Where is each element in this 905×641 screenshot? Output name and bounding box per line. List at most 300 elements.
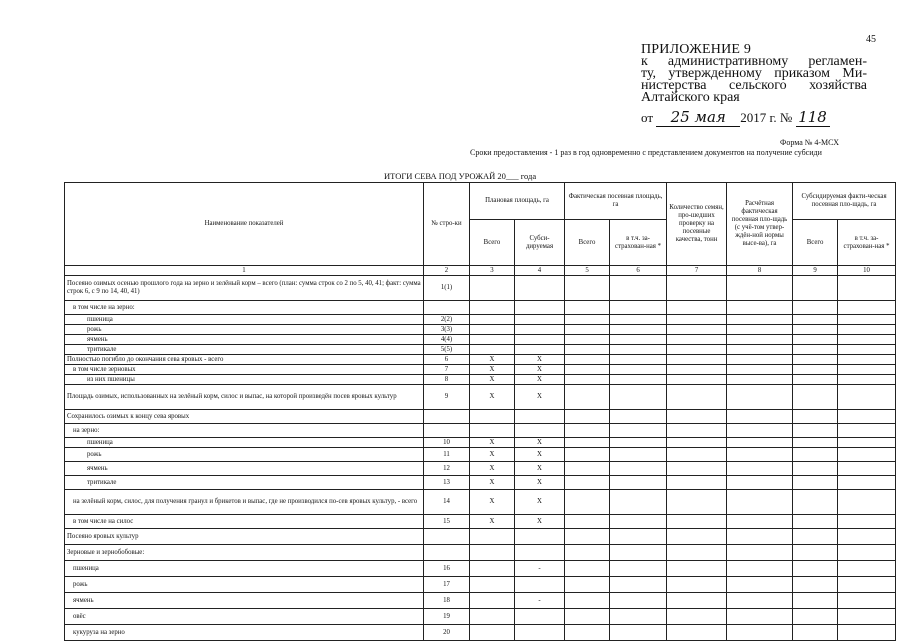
- row-label: ячмень: [65, 462, 424, 476]
- row-number: 12: [424, 462, 470, 476]
- cell-empty: [667, 315, 727, 325]
- cell-empty: [667, 325, 727, 335]
- cell-empty: [565, 529, 610, 545]
- row-label: ячмень: [65, 335, 424, 345]
- row-number: 4(4): [424, 335, 470, 345]
- date-prefix: от: [641, 110, 654, 125]
- cell-planned-subsidized: X: [515, 355, 565, 365]
- cell-planned-total: [470, 315, 515, 325]
- cell-empty: [727, 609, 793, 625]
- col-number: 7: [667, 266, 727, 276]
- cell-empty: [727, 561, 793, 577]
- cell-empty: [838, 375, 896, 385]
- cell-empty: [793, 345, 838, 355]
- cell-empty: [838, 462, 896, 476]
- cell-empty: [610, 529, 667, 545]
- cell-empty: [610, 325, 667, 335]
- cell-empty: [610, 577, 667, 593]
- cell-empty: [565, 609, 610, 625]
- cell-empty: [727, 490, 793, 515]
- cell-empty: [565, 385, 610, 410]
- cell-planned-total: X: [470, 438, 515, 448]
- row-label: Сохранилось озимых к концу сева яровых: [65, 410, 424, 424]
- cell-empty: [565, 448, 610, 462]
- handwritten-date: 25 мая: [656, 108, 740, 127]
- cell-empty: [667, 545, 727, 561]
- col-number: 2: [424, 266, 470, 276]
- row-label: овёс: [65, 609, 424, 625]
- table-row: [65, 476, 896, 490]
- col-number: 8: [727, 266, 793, 276]
- row-number: 5(5): [424, 345, 470, 355]
- cell-planned-total: [470, 335, 515, 345]
- cell-empty: [610, 545, 667, 561]
- cell-empty: [727, 410, 793, 424]
- cell-planned-subsidized: -: [515, 593, 565, 609]
- col-number: 3: [470, 266, 515, 276]
- cell-empty: [565, 276, 610, 301]
- table-row: [65, 545, 896, 561]
- cell-empty: [793, 545, 838, 561]
- row-label: Посеяно озимых осенью прошлого года на зерно и зелёный корм – всего (план: сумма строк со 2 по 5, 40, 41; факт: сумма строк 6, с 9 по 14, 40, 41): [65, 276, 424, 301]
- cell-empty: [610, 424, 667, 438]
- cell-empty: [565, 476, 610, 490]
- cell-planned-total: X: [470, 365, 515, 375]
- cell-empty: [667, 490, 727, 515]
- cell-empty: [793, 438, 838, 448]
- table-row: [65, 625, 896, 641]
- cell-empty: [838, 545, 896, 561]
- cell-empty: [838, 315, 896, 325]
- cell-empty: [793, 462, 838, 476]
- cell-empty: [793, 315, 838, 325]
- header-seeds: Количество семян, про-шедших проверку на посевные качества, тонн: [667, 183, 727, 266]
- cell-empty: [667, 301, 727, 315]
- cell-planned-total: [470, 545, 515, 561]
- cell-empty: [565, 365, 610, 375]
- row-label: рожь: [65, 325, 424, 335]
- table-row: [65, 515, 896, 529]
- cell-planned-total: [470, 609, 515, 625]
- header-subsidized-actual: Субсидируемая факти-ческая посевная пло-щадь, га: [793, 183, 896, 220]
- cell-planned-subsidized: -: [515, 561, 565, 577]
- cell-planned-total: [470, 424, 515, 438]
- cell-empty: [667, 593, 727, 609]
- cell-planned-subsidized: [515, 625, 565, 641]
- appendix-block: [641, 44, 867, 104]
- cell-empty: [793, 385, 838, 410]
- cell-empty: [727, 529, 793, 545]
- cell-empty: [667, 476, 727, 490]
- cell-empty: [838, 490, 896, 515]
- row-label: кукуруза на зерно: [65, 625, 424, 641]
- row-number: 13: [424, 476, 470, 490]
- cell-empty: [838, 345, 896, 355]
- cell-empty: [610, 315, 667, 325]
- cell-empty: [667, 609, 727, 625]
- cell-planned-total: [470, 345, 515, 355]
- cell-empty: [838, 276, 896, 301]
- cell-planned-total: [470, 301, 515, 315]
- cell-empty: [838, 410, 896, 424]
- table-row: [65, 593, 896, 609]
- cell-planned-subsidized: X: [515, 462, 565, 476]
- cell-planned-subsidized: [515, 301, 565, 315]
- table-title: ИТОГИ СЕВА ПОД УРОЖАЙ 20___ года: [384, 171, 537, 181]
- table-row: [65, 490, 896, 515]
- cell-empty: [610, 476, 667, 490]
- cell-empty: [793, 301, 838, 315]
- cell-empty: [667, 577, 727, 593]
- cell-empty: [565, 325, 610, 335]
- cell-empty: [667, 561, 727, 577]
- page-number: 45: [866, 34, 876, 45]
- table-row: [65, 385, 896, 410]
- year-text: 2017 г. №: [740, 110, 793, 125]
- cell-planned-subsidized: X: [515, 490, 565, 515]
- cell-planned-subsidized: [515, 276, 565, 301]
- row-label: пшеница: [65, 561, 424, 577]
- appendix-line: нистерства сельского хозяйства: [641, 78, 867, 93]
- header-subs-insured: в т.ч. за-страхован-ная *: [838, 220, 896, 266]
- cell-planned-subsidized: [515, 325, 565, 335]
- cell-empty: [838, 448, 896, 462]
- cell-empty: [727, 276, 793, 301]
- row-number: 6: [424, 355, 470, 365]
- cell-planned-total: [470, 561, 515, 577]
- cell-empty: [610, 490, 667, 515]
- cell-empty: [610, 561, 667, 577]
- cell-empty: [565, 335, 610, 345]
- row-label: пшеница: [65, 438, 424, 448]
- table-row: [65, 325, 896, 335]
- cell-empty: [838, 301, 896, 315]
- table-row: [65, 410, 896, 424]
- cell-empty: [793, 375, 838, 385]
- col-number: 4: [515, 266, 565, 276]
- cell-planned-subsidized: [515, 345, 565, 355]
- cell-empty: [667, 448, 727, 462]
- row-label: Полностью погибло до окончания сева яровых - всего: [65, 355, 424, 365]
- cell-empty: [667, 438, 727, 448]
- table-row: [65, 561, 896, 577]
- row-number: 19: [424, 609, 470, 625]
- row-number: [424, 301, 470, 315]
- cell-planned-subsidized: [515, 315, 565, 325]
- cell-empty: [838, 476, 896, 490]
- row-number: 15: [424, 515, 470, 529]
- cell-empty: [793, 515, 838, 529]
- table-body: [65, 276, 896, 641]
- cell-planned-total: X: [470, 448, 515, 462]
- cell-empty: [565, 593, 610, 609]
- cell-empty: [838, 424, 896, 438]
- cell-empty: [793, 355, 838, 365]
- table-row: [65, 315, 896, 325]
- row-number: [424, 545, 470, 561]
- row-number: 3(3): [424, 325, 470, 335]
- cell-empty: [667, 529, 727, 545]
- cell-empty: [610, 410, 667, 424]
- cell-empty: [610, 276, 667, 301]
- row-label: в том числе на зерно:: [65, 301, 424, 315]
- row-number: 8: [424, 375, 470, 385]
- cell-planned-subsidized: X: [515, 385, 565, 410]
- cell-empty: [793, 424, 838, 438]
- cell-empty: [793, 276, 838, 301]
- column-number-row: [65, 266, 896, 276]
- cell-empty: [565, 462, 610, 476]
- cell-empty: [565, 301, 610, 315]
- cell-empty: [727, 593, 793, 609]
- cell-empty: [793, 410, 838, 424]
- cell-empty: [610, 355, 667, 365]
- header-actual: Фактическая посевная площадь, га: [565, 183, 667, 220]
- cell-empty: [667, 410, 727, 424]
- cell-empty: [727, 462, 793, 476]
- row-number: 18: [424, 593, 470, 609]
- appendix-line: к административному регламен-: [641, 54, 867, 69]
- row-label: рожь: [65, 577, 424, 593]
- row-label: Посеяно яровых культур: [65, 529, 424, 545]
- cell-planned-total: [470, 410, 515, 424]
- cell-empty: [793, 609, 838, 625]
- cell-empty: [727, 424, 793, 438]
- cell-empty: [793, 448, 838, 462]
- cell-planned-total: X: [470, 476, 515, 490]
- cell-empty: [727, 448, 793, 462]
- cell-planned-subsidized: X: [515, 476, 565, 490]
- cell-empty: [667, 365, 727, 375]
- cell-planned-total: [470, 276, 515, 301]
- table-row: [65, 448, 896, 462]
- table-row: [65, 424, 896, 438]
- cell-planned-subsidized: X: [515, 438, 565, 448]
- row-number: 11: [424, 448, 470, 462]
- cell-empty: [610, 301, 667, 315]
- cell-empty: [793, 529, 838, 545]
- header-subs-total: Всего: [793, 220, 838, 266]
- cell-empty: [667, 625, 727, 641]
- cell-empty: [838, 325, 896, 335]
- cell-empty: [610, 625, 667, 641]
- cell-empty: [565, 490, 610, 515]
- cell-empty: [838, 515, 896, 529]
- row-number: [424, 529, 470, 545]
- cell-empty: [838, 335, 896, 345]
- cell-empty: [667, 515, 727, 529]
- cell-empty: [610, 438, 667, 448]
- cell-empty: [838, 609, 896, 625]
- cell-empty: [565, 545, 610, 561]
- cell-planned-total: [470, 593, 515, 609]
- header-row-no: № стро-ки: [424, 183, 470, 266]
- row-number: 20: [424, 625, 470, 641]
- cell-empty: [838, 365, 896, 375]
- row-label: ячмень: [65, 593, 424, 609]
- cell-empty: [793, 476, 838, 490]
- cell-empty: [727, 301, 793, 315]
- col-number: 10: [838, 266, 896, 276]
- row-label: рожь: [65, 448, 424, 462]
- row-label: пшеница: [65, 315, 424, 325]
- row-number: 7: [424, 365, 470, 375]
- cell-empty: [667, 335, 727, 345]
- header-name: Наименование показателей: [65, 183, 424, 266]
- row-number: 2(2): [424, 315, 470, 325]
- order-date-line: [641, 108, 830, 127]
- cell-empty: [565, 345, 610, 355]
- form-label: Форма № 4-МСХ: [780, 138, 840, 147]
- row-number: 9: [424, 385, 470, 410]
- cell-planned-total: [470, 577, 515, 593]
- appendix-line: Алтайского края: [641, 90, 740, 105]
- row-label: в том числе зерновых: [65, 365, 424, 375]
- cell-empty: [610, 448, 667, 462]
- cell-empty: [793, 561, 838, 577]
- cell-empty: [838, 577, 896, 593]
- cell-empty: [727, 325, 793, 335]
- cell-empty: [838, 625, 896, 641]
- cell-planned-total: X: [470, 385, 515, 410]
- table-row: [65, 609, 896, 625]
- row-label: в том числе на силос: [65, 515, 424, 529]
- header-planned-subsidized: Субси-дируемая: [515, 220, 565, 266]
- cell-empty: [727, 385, 793, 410]
- cell-empty: [793, 490, 838, 515]
- cell-empty: [610, 593, 667, 609]
- cell-empty: [565, 561, 610, 577]
- cell-planned-subsidized: [515, 609, 565, 625]
- cell-empty: [610, 365, 667, 375]
- table-row: [65, 301, 896, 315]
- row-number: [424, 410, 470, 424]
- cell-planned-subsidized: [515, 424, 565, 438]
- table-row: [65, 462, 896, 476]
- cell-empty: [793, 335, 838, 345]
- header-actual-insured: в т.ч. за-страхован-ная *: [610, 220, 667, 266]
- col-number: 9: [793, 266, 838, 276]
- table-row: [65, 276, 896, 301]
- cell-empty: [727, 476, 793, 490]
- cell-empty: [727, 315, 793, 325]
- cell-planned-total: X: [470, 462, 515, 476]
- cell-empty: [565, 355, 610, 365]
- cell-empty: [667, 345, 727, 355]
- cell-planned-subsidized: [515, 410, 565, 424]
- cell-planned-total: [470, 625, 515, 641]
- table-row: [65, 335, 896, 345]
- cell-empty: [727, 375, 793, 385]
- cell-empty: [838, 355, 896, 365]
- cell-empty: [838, 593, 896, 609]
- cell-empty: [565, 375, 610, 385]
- periodicity-text: Сроки предоставления - 1 раз в год одновременно с представлением документов на получение субсиди: [470, 148, 822, 157]
- row-label: Зерновые и зернобобовые:: [65, 545, 424, 561]
- cell-empty: [727, 515, 793, 529]
- table-row: [65, 345, 896, 355]
- cell-empty: [610, 385, 667, 410]
- cell-empty: [667, 276, 727, 301]
- header-planned-total: Всего: [470, 220, 515, 266]
- row-number: 16: [424, 561, 470, 577]
- cell-planned-total: [470, 325, 515, 335]
- cell-empty: [727, 577, 793, 593]
- cell-planned-total: X: [470, 490, 515, 515]
- appendix-title: ПРИЛОЖЕНИЕ 9: [641, 42, 752, 57]
- cell-empty: [565, 515, 610, 529]
- cell-empty: [565, 424, 610, 438]
- cell-empty: [727, 438, 793, 448]
- cell-empty: [667, 424, 727, 438]
- table-row: [65, 355, 896, 365]
- cell-planned-total: X: [470, 375, 515, 385]
- cell-empty: [793, 325, 838, 335]
- cell-planned-subsidized: X: [515, 448, 565, 462]
- cell-planned-subsidized: [515, 529, 565, 545]
- row-label: Площадь озимых, использованных на зелёный корм, силос и выпас, на которой произведён посев яровых культур: [65, 385, 424, 410]
- cell-empty: [838, 529, 896, 545]
- cell-empty: [793, 365, 838, 375]
- cell-planned-total: X: [470, 355, 515, 365]
- cell-empty: [727, 545, 793, 561]
- cell-empty: [727, 365, 793, 375]
- cell-planned-subsidized: [515, 545, 565, 561]
- cell-empty: [727, 355, 793, 365]
- table-row: [65, 365, 896, 375]
- header-actual-total: Всего: [565, 220, 610, 266]
- cell-empty: [610, 462, 667, 476]
- col-number: 5: [565, 266, 610, 276]
- row-number: 17: [424, 577, 470, 593]
- cell-empty: [793, 577, 838, 593]
- row-label: на зерно:: [65, 424, 424, 438]
- cell-planned-subsidized: [515, 335, 565, 345]
- cell-empty: [667, 355, 727, 365]
- cell-empty: [565, 410, 610, 424]
- cell-empty: [838, 561, 896, 577]
- cell-empty: [838, 385, 896, 410]
- cell-empty: [565, 577, 610, 593]
- row-number: 14: [424, 490, 470, 515]
- table-row: [65, 577, 896, 593]
- cell-empty: [727, 335, 793, 345]
- cell-planned-subsidized: X: [515, 365, 565, 375]
- cell-empty: [727, 625, 793, 641]
- row-label: на зелёный корм, силос, для получения гранул и брикетов и выпас, где не производился по-сев яровых культур, - всего: [65, 490, 424, 515]
- cell-planned-subsidized: X: [515, 515, 565, 529]
- header-calc-area: Расчётная фактическая посевная пло-щадь (с учё-том утвер-ждён-ной нормы высе-ва), га: [727, 183, 793, 266]
- cell-planned-total: X: [470, 515, 515, 529]
- cell-planned-total: [470, 529, 515, 545]
- cell-planned-subsidized: [515, 577, 565, 593]
- cell-empty: [667, 375, 727, 385]
- row-label: тритикале: [65, 476, 424, 490]
- sowing-results-table: [64, 182, 896, 641]
- row-number: 10: [424, 438, 470, 448]
- cell-empty: [610, 515, 667, 529]
- cell-empty: [667, 462, 727, 476]
- cell-empty: [565, 625, 610, 641]
- cell-planned-subsidized: X: [515, 375, 565, 385]
- cell-empty: [565, 315, 610, 325]
- row-number: 1(1): [424, 276, 470, 301]
- table-row: [65, 375, 896, 385]
- row-number: [424, 424, 470, 438]
- appendix-line: ту, утвержденному приказом Ми-: [641, 66, 867, 81]
- col-number: 6: [610, 266, 667, 276]
- row-label: тритикале: [65, 345, 424, 355]
